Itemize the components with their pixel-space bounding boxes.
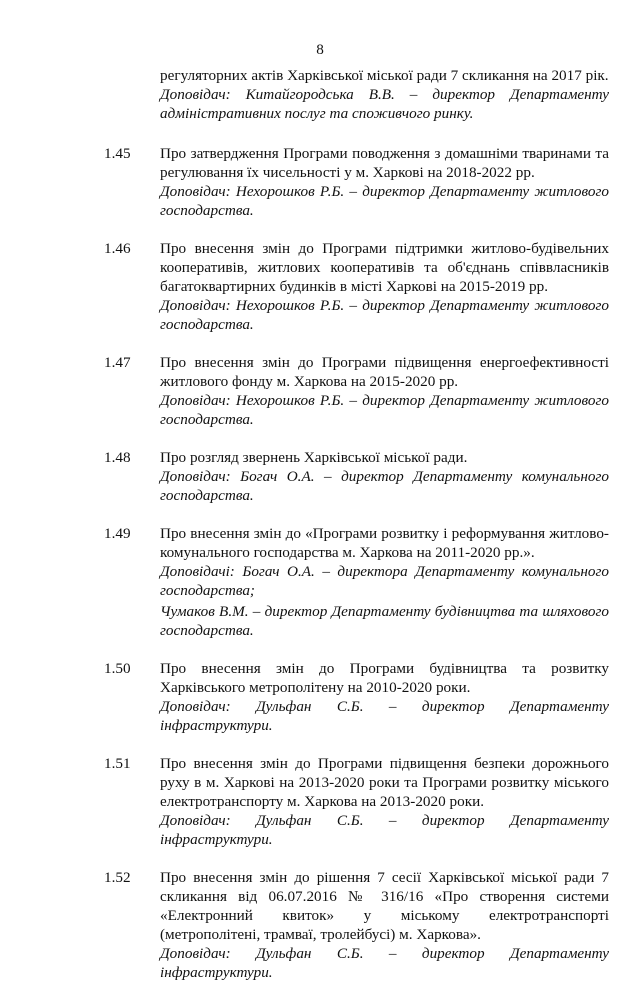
- item-reporter: Доповідач: Дульфан С.Б. – директор Департаменту інфраструктури.: [160, 812, 609, 848]
- item-number: 1.49: [104, 525, 131, 542]
- item-number: 1.45: [104, 145, 131, 162]
- item-number: [104, 66, 160, 123]
- item-title: Про внесення змін до Програми підвищення енергоефективності житлового фонду м. Харкова на 2015-2020 рр.: [160, 354, 609, 390]
- page-number: 8: [316, 41, 324, 58]
- item-reporter: Доповідач: Нехорошков Р.Б. – директор Департаменту житлового господарства.: [160, 297, 609, 333]
- agenda-item-1-48: [104, 448, 609, 505]
- item-number: 1.50: [104, 660, 131, 677]
- item-second-reporter: Чумаков В.М. – директор Департаменту будівництва та шляхового господарства.: [160, 603, 609, 639]
- item-title: регуляторних актів Харківської міської ради 7 скликання на 2017 рік.: [160, 67, 609, 84]
- item-title: Про затвердження Програми поводження з домашніми тваринами та регулювання їх чисельності у м. Харкові на 2018-2022 рр.: [160, 145, 609, 181]
- item-reporter: Доповідач: Дульфан С.Б. – директор Департаменту інфраструктури.: [160, 698, 609, 734]
- agenda-item-1-49: [104, 524, 609, 640]
- agenda-item-1-47: [104, 353, 609, 429]
- item-title: Про внесення змін до Програми підтримки житлово-будівельних кооперативів, житлових кооперативів та об'єднань співвласників багатоквартирних будинків в місті Харкові на 2015-2019 рр.: [160, 240, 609, 295]
- agenda-item-1-45: [104, 144, 609, 220]
- item-title: Про розгляд звернень Харківської міської ради.: [160, 449, 468, 466]
- item-reporter: Доповідач: Китайгородська В.В. – директор Департаменту адміністративних послуг та споживчого ринку.: [160, 86, 609, 122]
- item-reporter: Доповідач: Нехорошков Р.Б. – директор Департаменту житлового господарства.: [160, 183, 609, 219]
- item-number: 1.47: [104, 354, 131, 371]
- agenda-item-1-46: [104, 239, 609, 334]
- agenda-item-1-52: [104, 868, 609, 982]
- item-number: 1.48: [104, 449, 131, 466]
- item-title: Про внесення змін до Програми підвищення безпеки дорожнього руху в м. Харкові на 2013-2020 роки та Програми розвитку міського електротранспорту м. Харкова на 2013-2020 роки.: [160, 755, 609, 810]
- item-number: 1.51: [104, 755, 131, 772]
- item-title: Про внесення змін до Програми будівництва та розвитку Харківського метрополітену на 2010-2020 роки.: [160, 660, 609, 696]
- item-reporter: Доповідач: Дульфан С.Б. – директор Департаменту інфраструктури.: [160, 945, 609, 981]
- agenda-item-continued: [104, 66, 609, 123]
- item-title: Про внесення змін до рішення 7 сесії Харківської міської ради 7 скликання від 06.07.2016 № 316/16 «Про створення системи «Електронний квиток» у міському електротранспорті (метрополітені, трамваї, тролейбусі) м. Харкова».: [160, 869, 609, 943]
- item-number: 1.46: [104, 240, 131, 257]
- item-reporter: Доповідач: Богач О.А. – директор Департаменту комунального господарства.: [160, 468, 609, 504]
- item-reporter: Доповідачі: Богач О.А. – директора Департаменту комунального господарства;: [160, 563, 609, 599]
- item-title: Про внесення змін до «Програми розвитку і реформування житлово-комунального господарства м. Харкова на 2011-2020 рр.».: [160, 525, 609, 561]
- agenda-item-1-50: [104, 659, 609, 735]
- item-reporter: Доповідач: Нехорошков Р.Б. – директор Департаменту житлового господарства.: [160, 392, 609, 428]
- agenda-item-1-51: [104, 754, 609, 849]
- agenda-list: [104, 66, 609, 1001]
- item-number: 1.52: [104, 869, 131, 886]
